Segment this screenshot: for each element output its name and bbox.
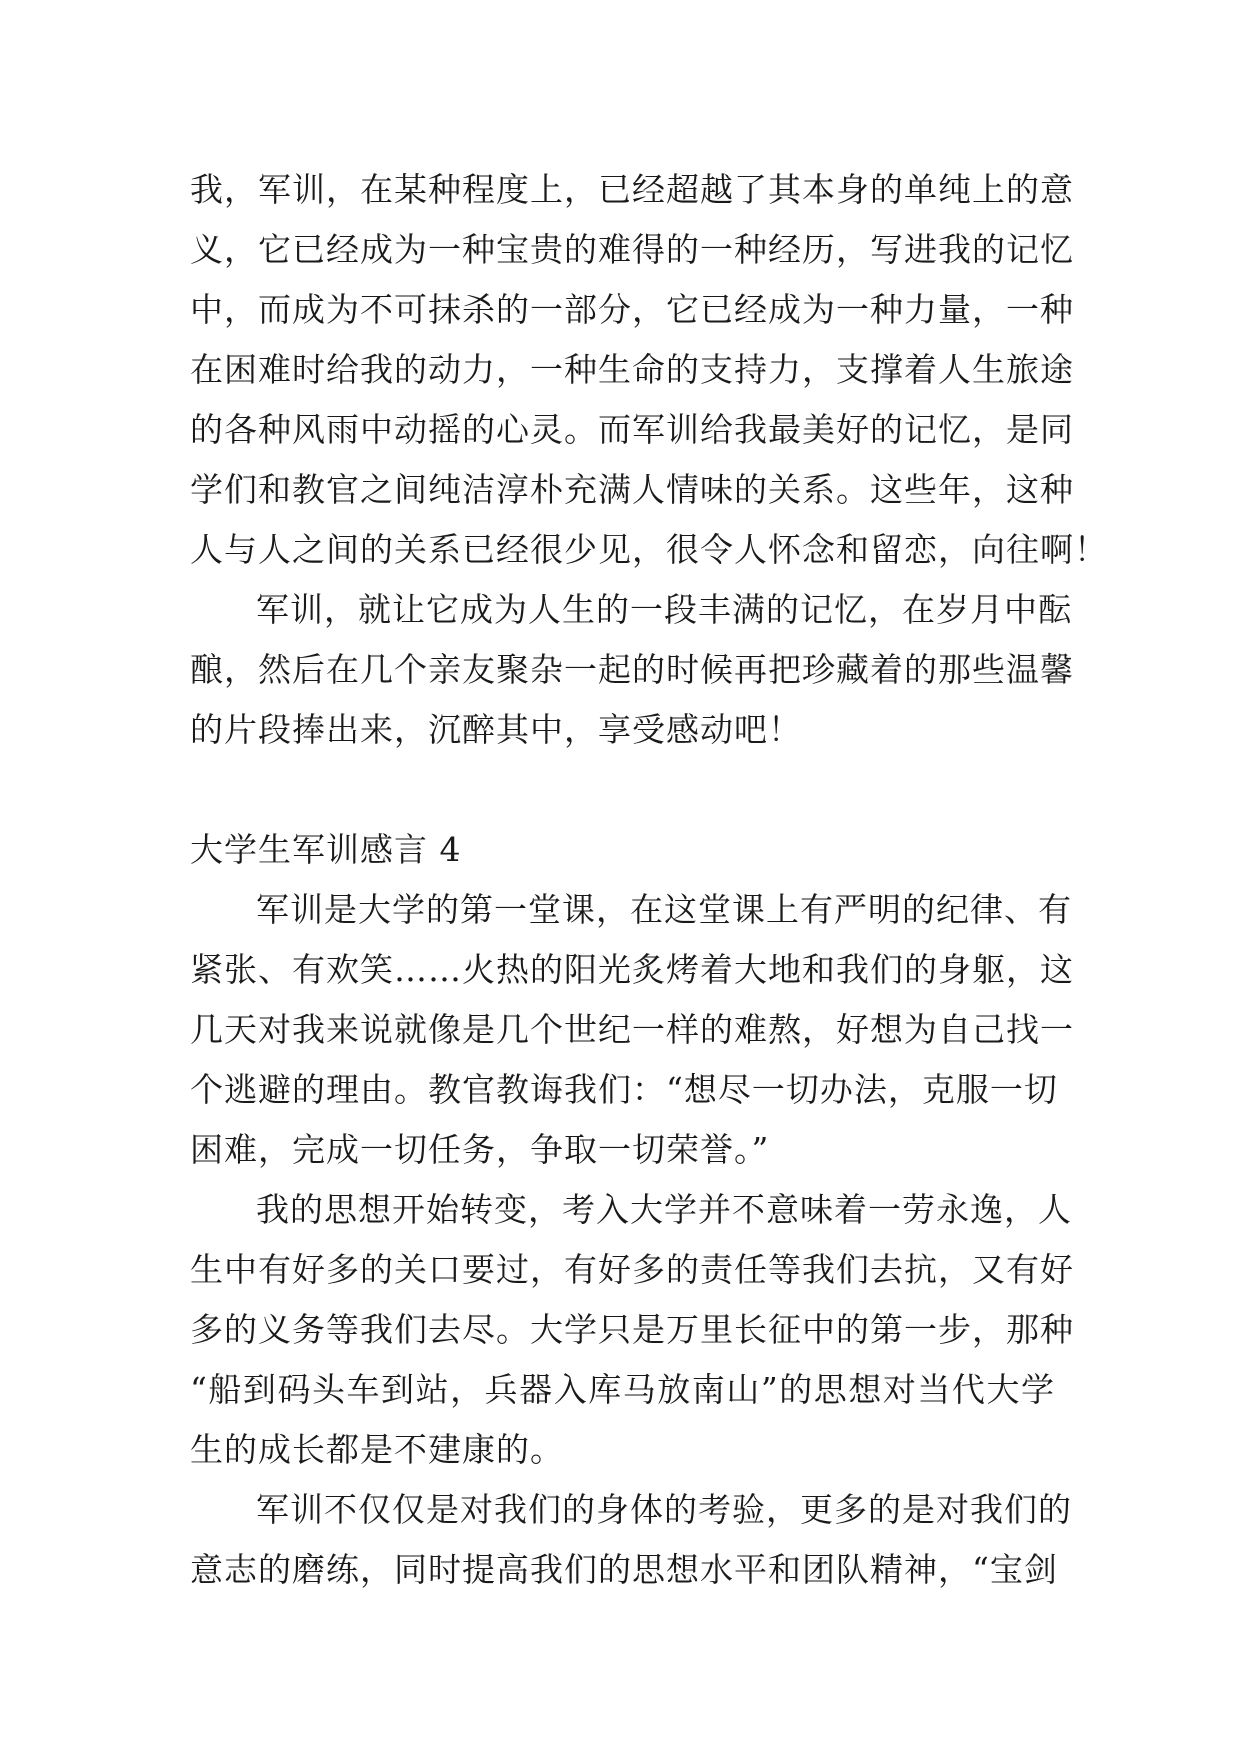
paragraph-line: 生中有好多的关口要过，有好多的责任等我们去抗，又有好: [190, 1250, 1074, 1289]
document-body: [190, 160, 1108, 1600]
paragraph-2: [190, 580, 1074, 760]
paragraph-1: [190, 160, 1108, 580]
paragraph-line: 在困难时给我的动力，一种生命的支持力，支撑着人生旅途: [190, 350, 1074, 389]
section-heading: 大学生军训感言 4: [190, 830, 462, 869]
paragraph-line: 紧张、有欢笑……火热的阳光炙烤着大地和我们的身躯，这: [190, 950, 1074, 989]
paragraph-line: 中，而成为不可抹杀的一部分，它已经成为一种力量，一种: [190, 290, 1074, 329]
paragraph-line: 几天对我来说就像是几个世纪一样的难熬，好想为自己找一: [190, 1010, 1074, 1049]
section-spacer: [190, 760, 1055, 820]
paragraph-line: 我的思想开始转变，考入大学并不意味着一劳永逸，人: [256, 1190, 1072, 1229]
paragraph-line: 意志的磨练，同时提高我们的思想水平和团队精神，“宝剑: [190, 1550, 1058, 1589]
paragraph-line: 人与人之间的关系已经很少见，很令人怀念和留恋，向往啊！: [190, 530, 1108, 569]
paragraph-line: 的片段捧出来，沉醉其中，享受感动吧！: [190, 710, 802, 749]
paragraph-line: 学们和教官之间纯洁淳朴充满人情味的关系。这些年，这种: [190, 470, 1074, 509]
paragraph-line: 义，它已经成为一种宝贵的难得的一种经历，写进我的记忆: [190, 230, 1074, 269]
paragraph-line: 的各种风雨中动摇的心灵。而军训给我最美好的记忆，是同: [190, 410, 1074, 449]
paragraph-line: 多的义务等我们去尽。大学只是万里长征中的第一步，那种: [190, 1310, 1074, 1349]
paragraph-line: 酿，然后在几个亲友聚杂一起的时候再把珍藏着的那些温馨: [190, 650, 1074, 689]
paragraph-line: 生的成长都是不建康的。: [190, 1430, 564, 1469]
paragraph-3: [190, 880, 1074, 1180]
paragraph-line: 军训，就让它成为人生的一段丰满的记忆，在岁月中酝: [256, 590, 1072, 629]
paragraph-4: [190, 1180, 1074, 1480]
paragraph-line: 军训是大学的第一堂课，在这堂课上有严明的纪律、有: [256, 890, 1072, 929]
paragraph-line: 我，军训，在某种程度上，已经超越了其本身的单纯上的意: [190, 170, 1074, 209]
paragraph-line: 困难，完成一切任务，争取一切荣誉。”: [190, 1130, 770, 1169]
paragraph-line: “船到码头车到站，兵器入库马放南山”的思想对当代大学: [190, 1370, 1055, 1409]
paragraph-line: 个逃避的理由。教官教诲我们：“想尽一切办法，克服一切: [190, 1070, 1058, 1109]
paragraph-line: 军训不仅仅是对我们的身体的考验，更多的是对我们的: [256, 1490, 1072, 1529]
paragraph-5: [190, 1480, 1072, 1600]
